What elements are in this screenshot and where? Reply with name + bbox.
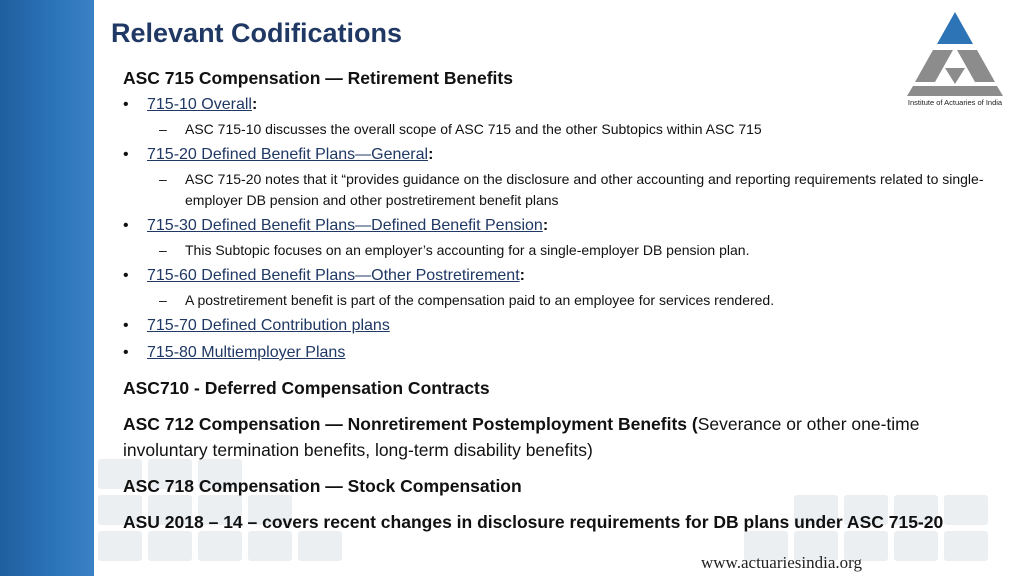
bullet-icon: • [123, 96, 129, 113]
bullet-icon: • [123, 317, 129, 334]
dash-icon: – [159, 121, 167, 137]
link-715-70[interactable]: 715-70 Defined Contribution plans [147, 317, 390, 334]
asc718-heading: ASC 718 Compensation — Stock Compensation [123, 476, 522, 496]
list-item [123, 313, 1003, 339]
item-colon: : [519, 267, 525, 284]
link-715-30[interactable]: 715-30 Defined Benefit Plans—Defined Benefit Pension [147, 217, 543, 234]
asc715-heading: ASC 715 Compensation — Retirement Benefits [123, 68, 513, 88]
dash-icon: – [159, 171, 167, 187]
link-715-20[interactable]: 715-20 Defined Benefit Plans—General [147, 146, 429, 163]
bullet-icon: • [123, 344, 129, 361]
page-title: Relevant Codifications [111, 18, 403, 48]
link-715-60[interactable]: 715-60 Defined Benefit Plans—Other Postretirement [147, 267, 520, 284]
dash-icon: – [159, 292, 167, 308]
item-colon: : [542, 217, 549, 234]
left-accent-bar [0, 0, 94, 576]
list-item [123, 142, 1003, 168]
asc712-title: ASC 712 Compensation — Nonretirement Postemployment Benefits ( [123, 414, 698, 434]
sub-text: ASC 715-20 notes that it “provides guidance on the disclosure and other accounting and reporting requirements related to single-employer DB pension and other postretirement benefit plans [185, 171, 984, 208]
link-715-80[interactable]: 715-80 Multiemployer Plans [147, 344, 346, 361]
sub-text: ASC 715-10 discusses the overall scope of ASC 715 and the other Subtopics within ASC 715 [185, 121, 762, 137]
logo-caption: Institute of Actuaries of India [907, 98, 1003, 107]
sub-item [123, 169, 1003, 211]
list-item [123, 263, 1003, 289]
asu2018-heading: ASU 2018 – 14 – covers recent changes in disclosure requirements for DB plans under ASC 715-20 [123, 512, 944, 532]
slide-content [123, 66, 1003, 535]
item-colon: : [428, 146, 434, 163]
list-item [123, 92, 1003, 118]
list-item [123, 213, 1003, 239]
sub-text: A postretirement benefit is part of the compensation paid to an employee for services rendered. [185, 292, 775, 308]
bullet-icon: • [123, 267, 129, 284]
asc712-detail: Severance or other one-time involuntary termination benefits, long-term disability benefits) [123, 414, 920, 460]
asc710-heading: ASC710 - Deferred Compensation Contracts [123, 378, 490, 398]
item-colon: : [251, 96, 258, 113]
dash-icon: – [159, 242, 167, 258]
list-item [123, 340, 1003, 366]
sub-text: This Subtopic focuses on an employer’s accounting for a single-employer DB pension plan. [185, 242, 750, 258]
bullet-icon: • [123, 146, 129, 163]
bullet-icon: • [123, 217, 129, 234]
asc712-heading [123, 411, 1003, 463]
sub-item [123, 119, 1003, 140]
link-715-10[interactable]: 715-10 Overall [147, 96, 252, 113]
footer-website: www.actuariesindia.org [701, 553, 862, 572]
sub-item [123, 290, 1003, 311]
sub-item [123, 240, 1003, 261]
